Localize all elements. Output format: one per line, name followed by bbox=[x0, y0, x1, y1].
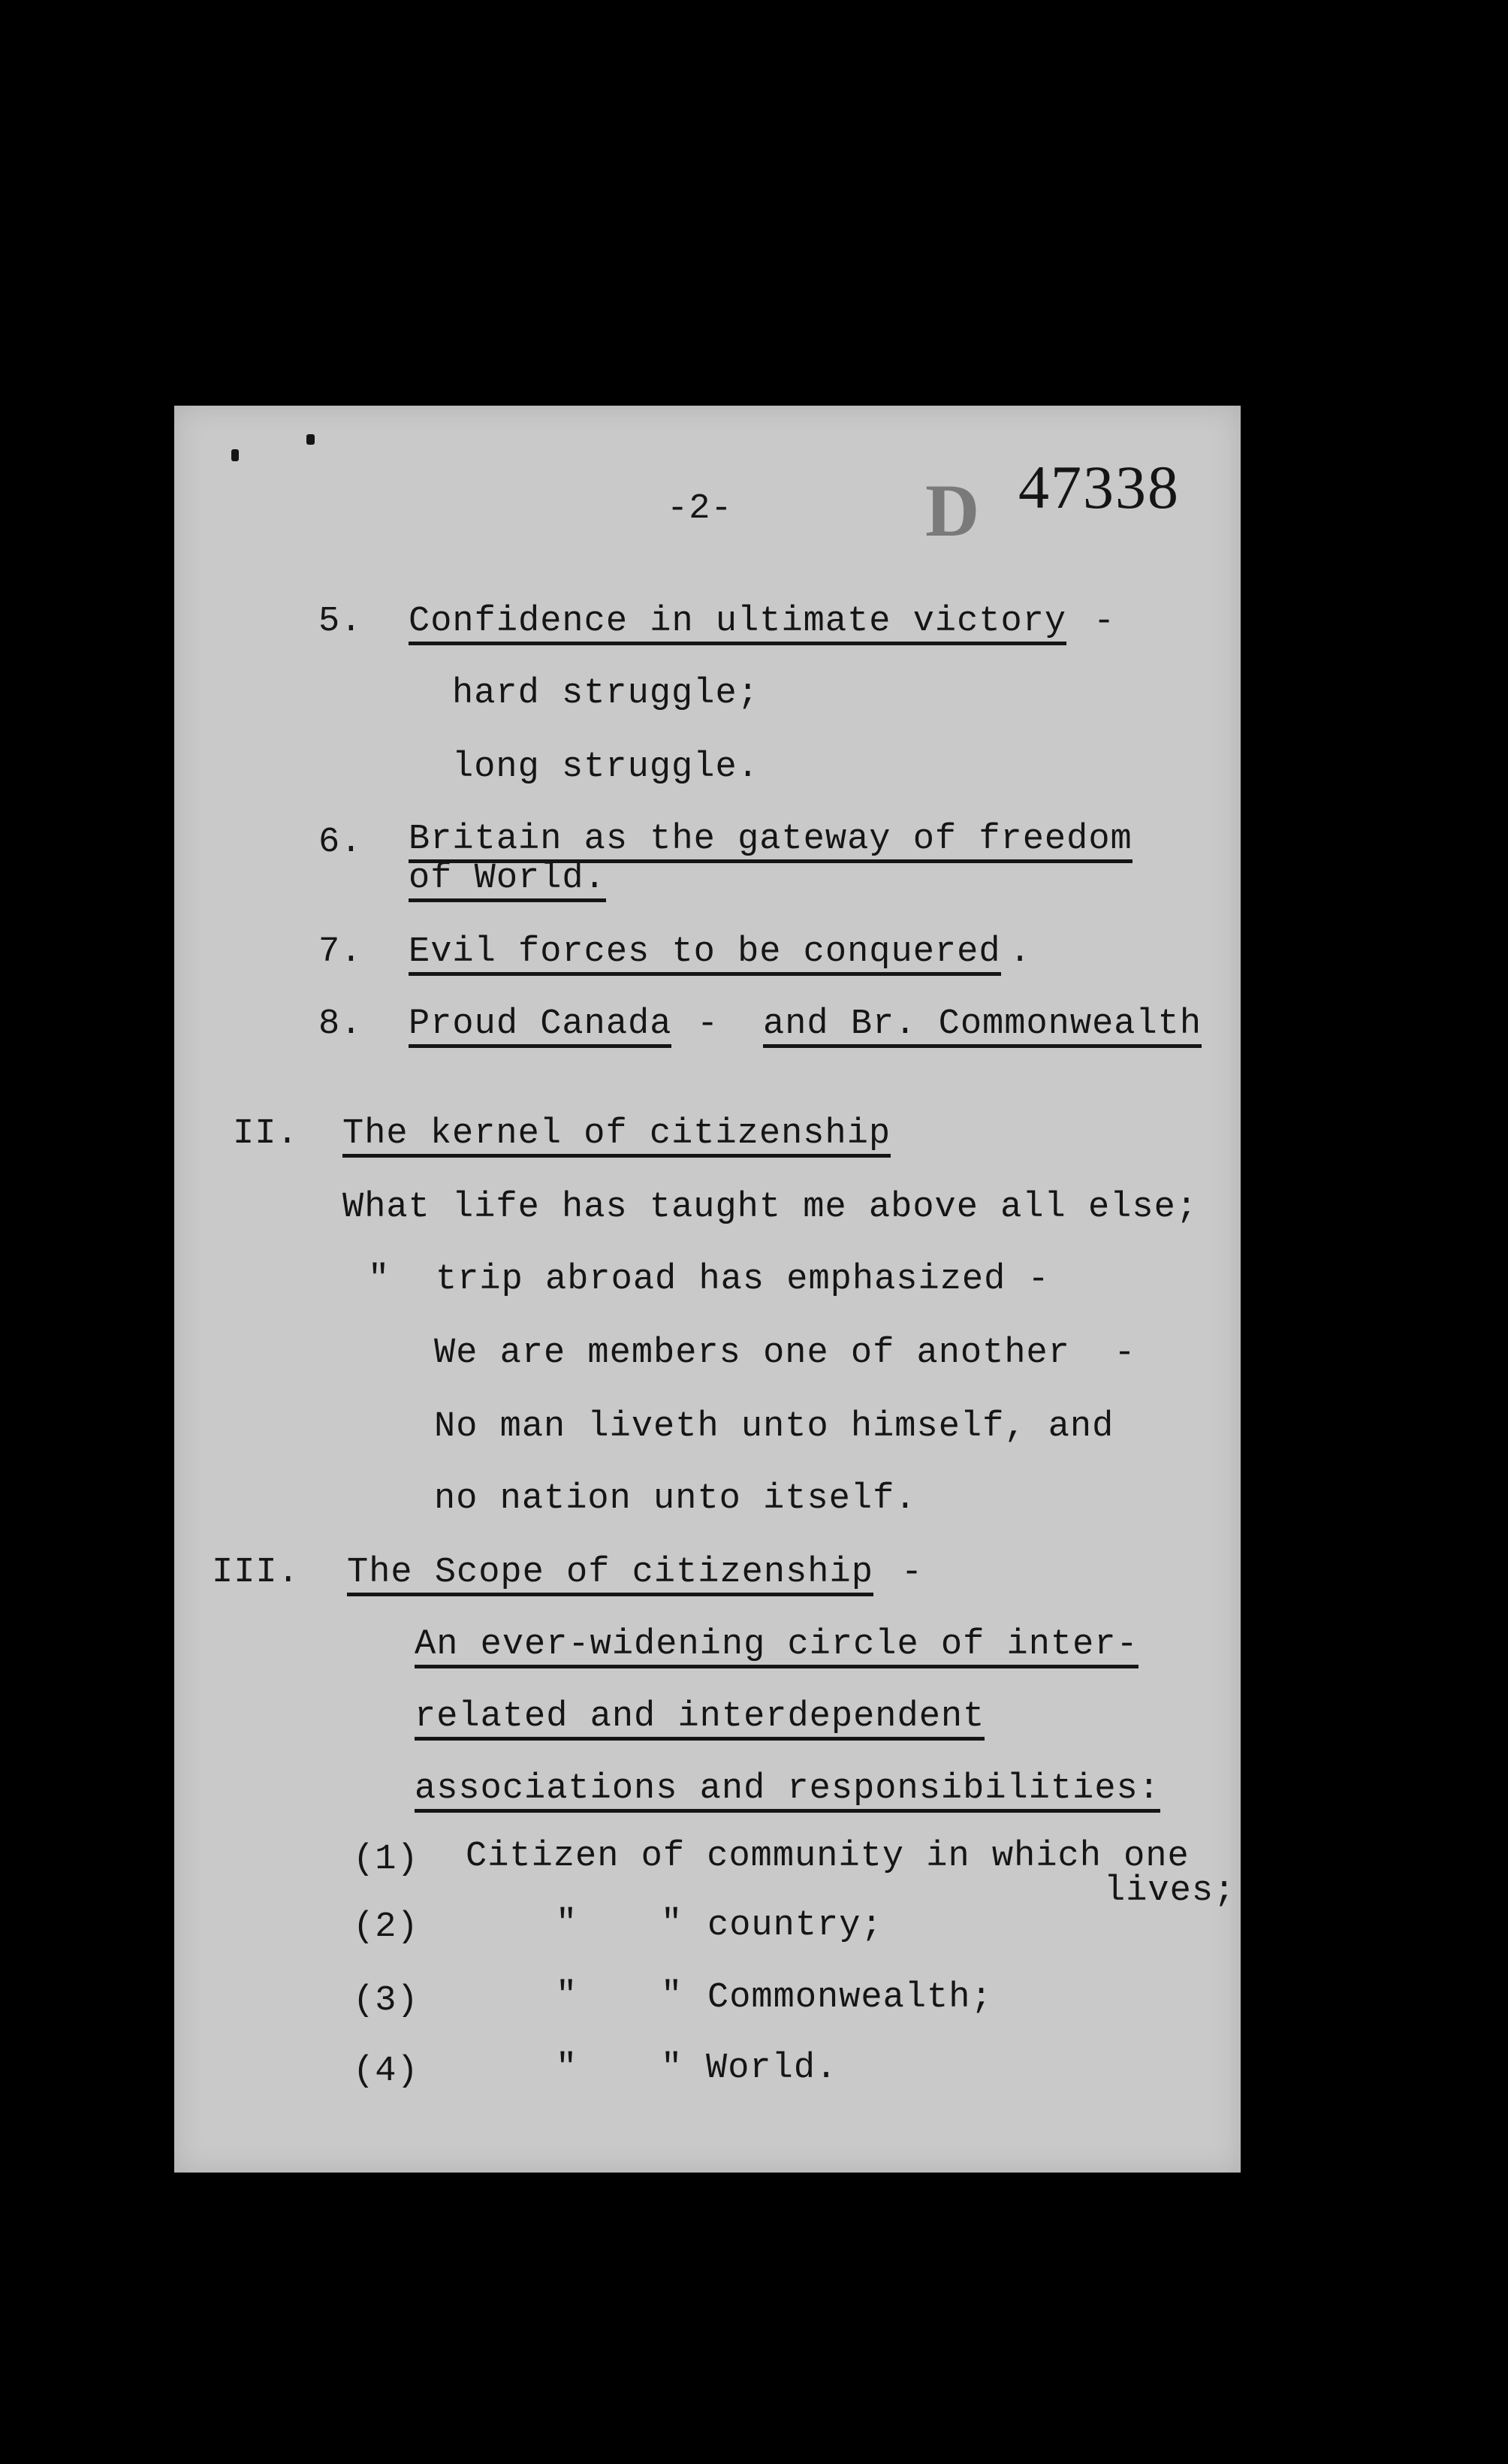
section-2-line-2: trip abroad has emphasized - bbox=[436, 1260, 1050, 1300]
section-3-line-1: An ever-widening circle of inter- bbox=[415, 1627, 1139, 1668]
item-5-number: 5. bbox=[318, 602, 363, 642]
section-3-line-2: related and interdependent bbox=[415, 1699, 985, 1741]
list-item-2-number: (2) bbox=[353, 1907, 419, 1947]
list-item-3-ditto-2: " bbox=[661, 1976, 683, 2016]
item-5-sub-2: long struggle. bbox=[452, 747, 759, 787]
stamp-letter: D bbox=[925, 469, 981, 552]
list-item-3-number: (3) bbox=[353, 1981, 419, 2021]
section-3-heading-dash: - bbox=[901, 1553, 924, 1593]
list-item-3-text: Commonwealth; bbox=[707, 1978, 993, 2018]
list-item-1-number: (1) bbox=[353, 1840, 419, 1880]
item-6-line-2: of World. bbox=[409, 861, 606, 902]
item-7-number: 7. bbox=[318, 932, 363, 972]
list-item-4-number: (4) bbox=[353, 2052, 419, 2091]
list-item-2-ditto-2: " bbox=[661, 1904, 683, 1944]
list-item-2-text: country; bbox=[707, 1906, 883, 1946]
section-2-ditto: " bbox=[368, 1260, 391, 1300]
section-2-line-5: no nation unto itself. bbox=[434, 1479, 917, 1519]
item-7-period: . bbox=[1009, 932, 1032, 972]
item-6-number: 6. bbox=[318, 823, 363, 862]
section-2-line-1: What life has taught me above all else; bbox=[342, 1188, 1198, 1227]
item-5-text: Confidence in ultimate victory bbox=[409, 604, 1066, 645]
list-item-1-continuation: lives; bbox=[1104, 1871, 1236, 1911]
section-2-heading: The kernel of citizenship bbox=[342, 1116, 891, 1158]
section-2-numeral: II. bbox=[233, 1114, 299, 1154]
punch-mark bbox=[306, 434, 315, 445]
list-item-4-text: World. bbox=[706, 2049, 838, 2088]
list-item-3-ditto-1: " bbox=[556, 1976, 578, 2016]
section-2-line-4: No man liveth unto himself, and bbox=[434, 1407, 1114, 1447]
item-8-number: 8. bbox=[318, 1004, 363, 1044]
item-7-text: Evil forces to be conquered bbox=[409, 935, 1001, 976]
item-8-dash: - bbox=[697, 1004, 719, 1044]
section-3-heading: The Scope of citizenship bbox=[347, 1555, 873, 1596]
item-8-text-b: and Br. Commonwealth bbox=[763, 1007, 1202, 1048]
item-6-line-1: Britain as the gateway of freedom bbox=[409, 822, 1133, 863]
list-item-2-ditto-1: " bbox=[556, 1904, 578, 1944]
section-2-line-3: We are members one of another - bbox=[434, 1333, 1136, 1373]
punch-mark bbox=[231, 449, 239, 461]
item-5-dash: - bbox=[1093, 602, 1116, 642]
list-item-4-ditto-1: " bbox=[556, 2049, 578, 2088]
section-3-numeral: III. bbox=[212, 1553, 300, 1593]
list-item-1-text: Citizen of community in which one bbox=[466, 1837, 1190, 1877]
item-8-text-a: Proud Canada bbox=[409, 1007, 671, 1048]
document-number: 47338 bbox=[1018, 453, 1180, 521]
section-3-line-3: associations and responsibilities: bbox=[415, 1771, 1160, 1813]
item-5-sub-1: hard struggle; bbox=[452, 674, 759, 714]
page-number: -2- bbox=[667, 489, 733, 529]
list-item-4-ditto-2: " bbox=[661, 2049, 683, 2088]
